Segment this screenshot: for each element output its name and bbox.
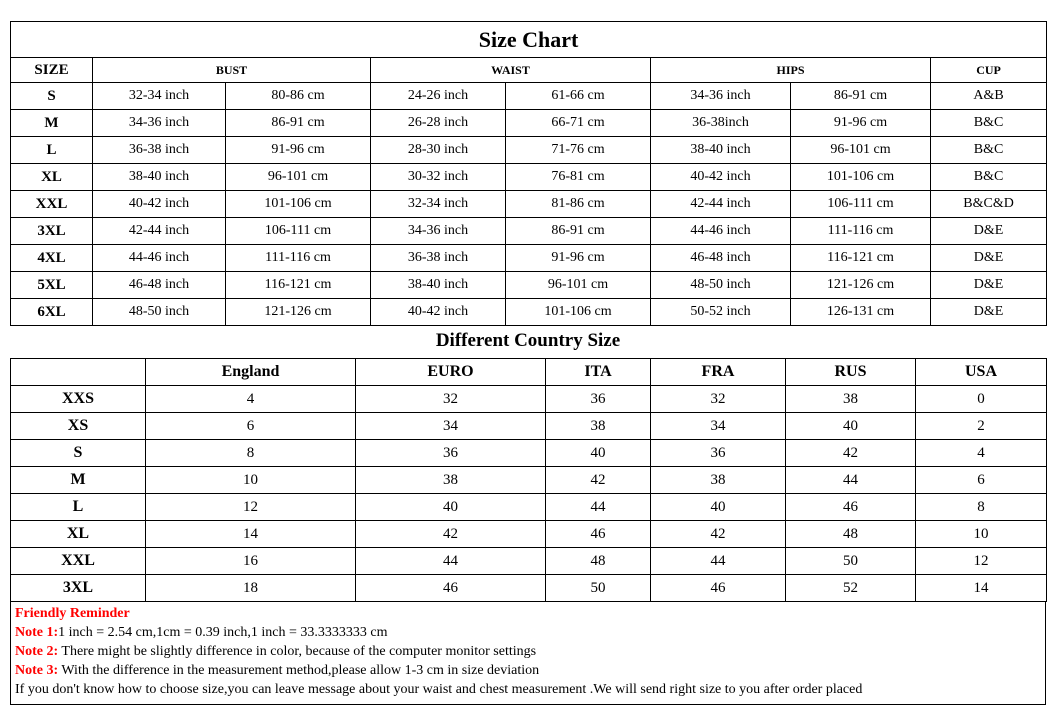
- bust-inch-cell: 36-38 inch: [93, 137, 226, 164]
- waist-cm-cell: 66-71 cm: [506, 110, 651, 137]
- header-hips: HIPS: [651, 58, 931, 83]
- size-cell: XXL: [11, 191, 93, 218]
- bust-cm-cell: 86-91 cm: [226, 110, 371, 137]
- waist-cm-cell: 61-66 cm: [506, 83, 651, 110]
- waist-inch-cell: 40-42 inch: [371, 299, 506, 326]
- england-cell: 8: [146, 440, 356, 467]
- usa-cell: 8: [916, 494, 1047, 521]
- hips-inch-cell: 34-36 inch: [651, 83, 791, 110]
- waist-cm-cell: 86-91 cm: [506, 218, 651, 245]
- hips-inch-cell: 38-40 inch: [651, 137, 791, 164]
- country-size-row: [11, 386, 1047, 413]
- ita-cell: 48: [546, 548, 651, 575]
- waist-cm-cell: 91-96 cm: [506, 245, 651, 272]
- bust-cm-cell: 116-121 cm: [226, 272, 371, 299]
- hips-cm-cell: 126-131 cm: [791, 299, 931, 326]
- size-cell: S: [11, 83, 93, 110]
- bust-cm-cell: 106-111 cm: [226, 218, 371, 245]
- fra-cell: 38: [651, 467, 786, 494]
- waist-inch-cell: 34-36 inch: [371, 218, 506, 245]
- size-cell: 4XL: [11, 245, 93, 272]
- waist-inch-cell: 32-34 inch: [371, 191, 506, 218]
- bust-cm-cell: 111-116 cm: [226, 245, 371, 272]
- euro-cell: 32: [356, 386, 546, 413]
- waist-cm-cell: 71-76 cm: [506, 137, 651, 164]
- note-3-text: With the difference in the measurement method,please allow 1-3 cm in size deviation: [58, 663, 540, 678]
- notes-box: [10, 602, 1046, 705]
- waist-inch-cell: 28-30 inch: [371, 137, 506, 164]
- header-size: SIZE: [11, 58, 93, 83]
- euro-cell: 46: [356, 575, 546, 602]
- rus-cell: 40: [786, 413, 916, 440]
- cup-cell: D&E: [931, 218, 1047, 245]
- hips-cm-cell: 111-116 cm: [791, 218, 931, 245]
- size-cell: 3XL: [11, 218, 93, 245]
- country-size-row: [11, 521, 1047, 548]
- fra-cell: 36: [651, 440, 786, 467]
- england-cell: 4: [146, 386, 356, 413]
- cup-cell: D&E: [931, 299, 1047, 326]
- usa-cell: 6: [916, 467, 1047, 494]
- size-cell: XL: [11, 164, 93, 191]
- size-chart-row: [11, 218, 1047, 245]
- header-england: England: [146, 359, 356, 386]
- country-size-row: [11, 548, 1047, 575]
- header-bust: BUST: [93, 58, 371, 83]
- size-chart-table: [10, 21, 1047, 326]
- fra-cell: 44: [651, 548, 786, 575]
- size-cell: XS: [11, 413, 146, 440]
- size-chart-body: [11, 83, 1047, 326]
- header-fra: FRA: [651, 359, 786, 386]
- hips-inch-cell: 48-50 inch: [651, 272, 791, 299]
- ita-cell: 44: [546, 494, 651, 521]
- ita-cell: 42: [546, 467, 651, 494]
- header-blank: [11, 359, 146, 386]
- country-size-header-row: [11, 359, 1047, 386]
- fra-cell: 34: [651, 413, 786, 440]
- bust-cm-cell: 91-96 cm: [226, 137, 371, 164]
- header-waist: WAIST: [371, 58, 651, 83]
- hips-cm-cell: 116-121 cm: [791, 245, 931, 272]
- england-cell: 16: [146, 548, 356, 575]
- size-chart-title: Size Chart: [11, 22, 1047, 58]
- england-cell: 10: [146, 467, 356, 494]
- hips-inch-cell: 46-48 inch: [651, 245, 791, 272]
- country-size-row: [11, 575, 1047, 602]
- england-cell: 18: [146, 575, 356, 602]
- usa-cell: 0: [916, 386, 1047, 413]
- england-cell: 12: [146, 494, 356, 521]
- size-cell: M: [11, 467, 146, 494]
- hips-inch-cell: 36-38inch: [651, 110, 791, 137]
- header-usa: USA: [916, 359, 1047, 386]
- size-cell: L: [11, 137, 93, 164]
- hips-cm-cell: 86-91 cm: [791, 83, 931, 110]
- note-1-text: 1 inch = 2.54 cm,1cm = 0.39 inch,1 inch = 33.3333333 cm: [58, 625, 388, 640]
- waist-cm-cell: 96-101 cm: [506, 272, 651, 299]
- ita-cell: 38: [546, 413, 651, 440]
- size-chart-row: [11, 299, 1047, 326]
- friendly-reminder-title: Friendly Reminder: [15, 606, 130, 621]
- fra-cell: 32: [651, 386, 786, 413]
- ita-cell: 40: [546, 440, 651, 467]
- bust-inch-cell: 32-34 inch: [93, 83, 226, 110]
- rus-cell: 50: [786, 548, 916, 575]
- euro-cell: 42: [356, 521, 546, 548]
- country-size-row: [11, 440, 1047, 467]
- bust-cm-cell: 101-106 cm: [226, 191, 371, 218]
- size-chart-row: [11, 137, 1047, 164]
- bust-inch-cell: 44-46 inch: [93, 245, 226, 272]
- waist-inch-cell: 24-26 inch: [371, 83, 506, 110]
- note-2: [15, 642, 1041, 661]
- fra-cell: 42: [651, 521, 786, 548]
- ita-cell: 36: [546, 386, 651, 413]
- rus-cell: 46: [786, 494, 916, 521]
- fra-cell: 46: [651, 575, 786, 602]
- size-chart-row: [11, 110, 1047, 137]
- usa-cell: 10: [916, 521, 1047, 548]
- ita-cell: 46: [546, 521, 651, 548]
- waist-cm-cell: 101-106 cm: [506, 299, 651, 326]
- note-1-label: Note 1:: [15, 625, 59, 640]
- size-cell: XXS: [11, 386, 146, 413]
- cup-cell: D&E: [931, 245, 1047, 272]
- bust-inch-cell: 34-36 inch: [93, 110, 226, 137]
- euro-cell: 36: [356, 440, 546, 467]
- usa-cell: 4: [916, 440, 1047, 467]
- rus-cell: 52: [786, 575, 916, 602]
- england-cell: 6: [146, 413, 356, 440]
- cup-cell: B&C&D: [931, 191, 1047, 218]
- england-cell: 14: [146, 521, 356, 548]
- rus-cell: 42: [786, 440, 916, 467]
- bust-cm-cell: 96-101 cm: [226, 164, 371, 191]
- hips-inch-cell: 42-44 inch: [651, 191, 791, 218]
- usa-cell: 12: [916, 548, 1047, 575]
- cup-cell: D&E: [931, 272, 1047, 299]
- country-size-body: [11, 386, 1047, 602]
- country-size-title: Different Country Size: [435, 330, 621, 351]
- header-cup: CUP: [931, 58, 1047, 83]
- bust-inch-cell: 48-50 inch: [93, 299, 226, 326]
- size-chart-row: [11, 83, 1047, 110]
- waist-inch-cell: 38-40 inch: [371, 272, 506, 299]
- hips-cm-cell: 101-106 cm: [791, 164, 931, 191]
- bust-cm-cell: 80-86 cm: [226, 83, 371, 110]
- bust-inch-cell: 40-42 inch: [93, 191, 226, 218]
- size-cell: 3XL: [11, 575, 146, 602]
- note-3: [15, 661, 1041, 680]
- size-chart-row: [11, 191, 1047, 218]
- header-ita: ITA: [546, 359, 651, 386]
- fra-cell: 40: [651, 494, 786, 521]
- hips-inch-cell: 50-52 inch: [651, 299, 791, 326]
- rus-cell: 48: [786, 521, 916, 548]
- hips-cm-cell: 91-96 cm: [791, 110, 931, 137]
- waist-inch-cell: 26-28 inch: [371, 110, 506, 137]
- hips-cm-cell: 96-101 cm: [791, 137, 931, 164]
- cup-cell: A&B: [931, 83, 1047, 110]
- hips-inch-cell: 44-46 inch: [651, 218, 791, 245]
- waist-inch-cell: 30-32 inch: [371, 164, 506, 191]
- cup-cell: B&C: [931, 110, 1047, 137]
- country-size-row: [11, 494, 1047, 521]
- note-3-label: Note 3:: [15, 663, 59, 678]
- size-chart-row: [11, 245, 1047, 272]
- hips-inch-cell: 40-42 inch: [651, 164, 791, 191]
- euro-cell: 38: [356, 467, 546, 494]
- usa-cell: 2: [916, 413, 1047, 440]
- waist-cm-cell: 81-86 cm: [506, 191, 651, 218]
- hips-cm-cell: 106-111 cm: [791, 191, 931, 218]
- size-chart-header-row: [11, 58, 1047, 83]
- header-rus: RUS: [786, 359, 916, 386]
- header-euro: EURO: [356, 359, 546, 386]
- euro-cell: 40: [356, 494, 546, 521]
- size-cell: XL: [11, 521, 146, 548]
- country-size-table: [10, 358, 1047, 602]
- cup-cell: B&C: [931, 164, 1047, 191]
- country-size-row: [11, 467, 1047, 494]
- ita-cell: 50: [546, 575, 651, 602]
- hips-cm-cell: 121-126 cm: [791, 272, 931, 299]
- size-cell: L: [11, 494, 146, 521]
- usa-cell: 14: [916, 575, 1047, 602]
- size-chart-title-row: [11, 22, 1047, 58]
- size-cell: XXL: [11, 548, 146, 575]
- rus-cell: 44: [786, 467, 916, 494]
- bust-cm-cell: 121-126 cm: [226, 299, 371, 326]
- euro-cell: 44: [356, 548, 546, 575]
- size-chart-row: [11, 272, 1047, 299]
- size-cell: S: [11, 440, 146, 467]
- waist-cm-cell: 76-81 cm: [506, 164, 651, 191]
- waist-inch-cell: 36-38 inch: [371, 245, 506, 272]
- bust-inch-cell: 46-48 inch: [93, 272, 226, 299]
- bust-inch-cell: 38-40 inch: [93, 164, 226, 191]
- note-2-text: There might be slightly difference in color, because of the computer monitor settings: [58, 644, 537, 659]
- size-cell: 6XL: [11, 299, 93, 326]
- country-size-row: [11, 413, 1047, 440]
- size-cell: M: [11, 110, 93, 137]
- size-cell: 5XL: [11, 272, 93, 299]
- euro-cell: 34: [356, 413, 546, 440]
- note-1: [15, 623, 1041, 642]
- rus-cell: 38: [786, 386, 916, 413]
- notes-footer: If you don't know how to choose size,you can leave message about your waist and chest measurement .We will send right size to you after order placed: [15, 682, 863, 697]
- bust-inch-cell: 42-44 inch: [93, 218, 226, 245]
- cup-cell: B&C: [931, 137, 1047, 164]
- note-2-label: Note 2:: [15, 644, 59, 659]
- size-chart-row: [11, 164, 1047, 191]
